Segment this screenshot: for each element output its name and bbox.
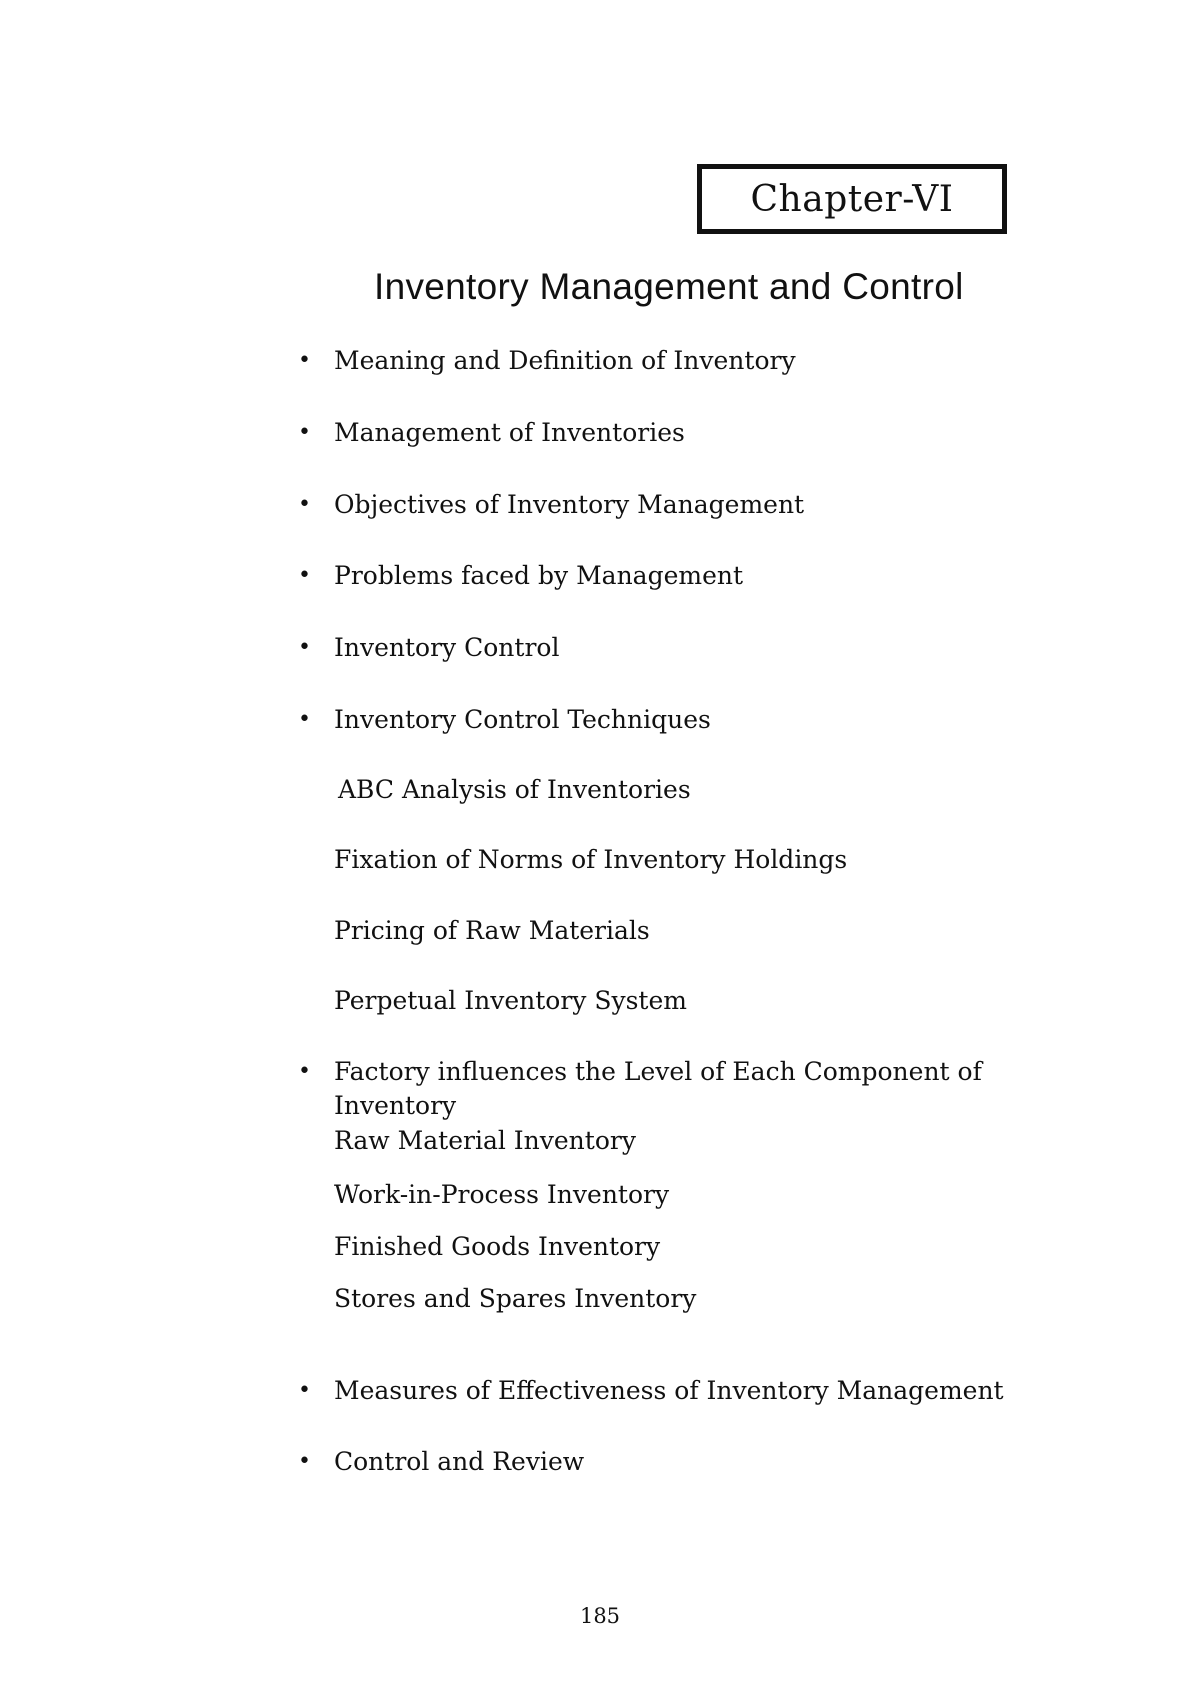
list-item [298,1444,585,1479]
list-item-text: Control and Review [334,1447,585,1476]
list-item [298,415,685,450]
list-item-text: Management of Inventories [334,418,685,447]
list-item [298,343,796,378]
page-number: 185 [579,1604,621,1628]
bullet-icon: • [298,420,311,445]
list-item [298,558,744,593]
sub-item: Stores and Spares Inventory [334,1284,697,1313]
list-item-text: Factory influences the Level of Each Component of [334,1057,982,1086]
sub-item: Work-in-Process Inventory [334,1180,670,1209]
sub-item: Perpetual Inventory System [334,986,687,1015]
sub-item: Pricing of Raw Materials [334,916,650,945]
sub-item: Fixation of Norms of Inventory Holdings [334,845,848,874]
list-item-text: Objectives of Inventory Management [334,490,805,519]
bullet-icon: • [298,492,311,517]
list-item-text: Problems faced by Management [334,561,744,590]
chapter-label-box [697,164,1007,234]
chapter-label: Chapter-VI [750,178,954,220]
list-item [298,487,805,522]
bullet-icon: • [298,348,311,373]
list-item-text: Measures of Effectiveness of Inventory Management [334,1376,1004,1405]
list-item-text: Inventory Control [334,633,560,662]
list-item [298,630,560,665]
bullet-icon: • [298,1059,311,1084]
chapter-title: Inventory Management and Control [374,266,964,307]
list-item-text: Meaning and Definition of Inventory [334,346,796,375]
bullet-icon: • [298,707,311,732]
list-item-text: Inventory Control Techniques [334,705,711,734]
bullet-icon: • [298,1378,311,1403]
bullet-icon: • [298,563,311,588]
sub-item: Raw Material Inventory [334,1126,636,1155]
list-item [298,1373,1004,1408]
bullet-icon: • [298,1449,311,1474]
bullet-icon: • [298,635,311,660]
list-item [298,702,711,737]
sub-item: ABC Analysis of Inventories [338,775,691,804]
sub-item: Finished Goods Inventory [334,1232,661,1261]
list-item [298,1054,982,1089]
list-item-continuation: Inventory [334,1091,457,1120]
